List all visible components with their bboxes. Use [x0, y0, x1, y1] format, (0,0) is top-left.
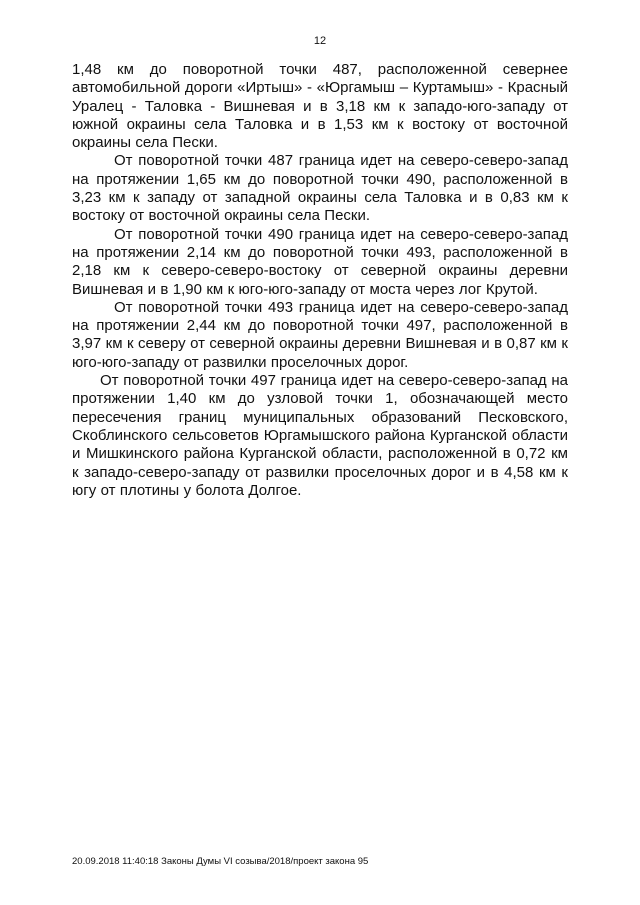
paragraph-point-487: От поворотной точки 487 граница идет на северо-северо-запад на протяжении 1,65 км до поворотной точки 490, расположенной в 3,23 км к западу от западной окраины села Таловка и в 0,83 км к востоку от восточной окраины села Пески.	[72, 152, 568, 225]
document-body	[72, 61, 568, 500]
paragraph-point-490: От поворотной точки 490 граница идет на северо-северо-запад на протяжении 2,14 км до поворотной точки 493, расположенной в 2,18 км к северо-северо-востоку от северной окраины деревни Вишневая и в 1,90 км к юго-юго-западу от моста через лог Крутой.	[72, 225, 568, 298]
paragraph-point-493: От поворотной точки 493 граница идет на северо-северо-запад на протяжении 2,44 км до поворотной точки 497, расположенной в 3,97 км к северу от северной окраины деревни Вишневая и в 0,87 км к юго-юго-западу от развилки проселочных дорог.	[72, 298, 568, 371]
paragraph-continuation: 1,48 км до поворотной точки 487, расположенной севернее автомобильной дороги «Иртыш» - «Юргамыш – Куртамыш» - Красный Уралец - Таловка - Вишневая и в 3,18 км к западо-юго-западу от южной окраины села Таловка и в 1,53 км к востоку от восточной окраины села Пески.	[72, 61, 568, 152]
document-footer: 20.09.2018 11:40:18 Законы Думы VI созыва/2018/проект закона 95	[72, 856, 369, 867]
page-number: 12	[313, 35, 327, 47]
paragraph-point-497: От поворотной точки 497 граница идет на северо-северо-запад на протяжении 1,40 км до узловой точки 1, обозначающей место пересечения границ муниципальных образований Песковского, Скоблинского сельсоветов Юргамышского района Курганской области и Мишкинского района Курганской области, расположенной в 0,72 км к западо-северо-западу от развилки проселочных дорог и в 4,58 км к югу от плотины у болота Долгое.	[72, 372, 568, 499]
